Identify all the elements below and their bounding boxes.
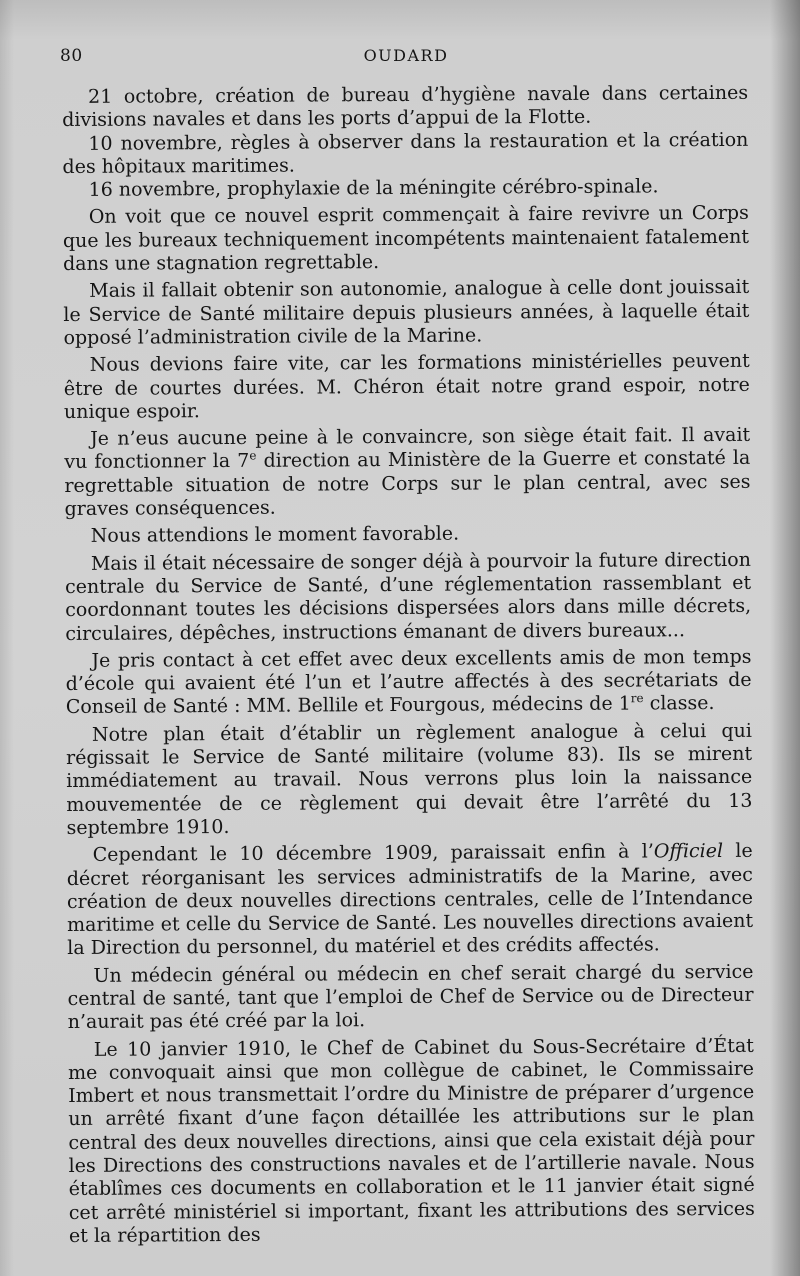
ordinal-superscript: re bbox=[630, 691, 644, 706]
paragraph-7-text-end: direction au Ministère de la Guerre et constaté la regrettable situation de notre Corps sur le plan central, avec ses graves conséquences. bbox=[64, 447, 751, 521]
paragraph-12-text: Cependant le 10 décembre 1909, paraissait enfin à l’ bbox=[92, 840, 654, 867]
running-head bbox=[60, 46, 752, 70]
paragraph-5: Mais il fallait obtenir son autonomie, analogue à celle dont jouissait le Service de Santé militaire depuis plusieurs années, à laquelle était opposé l’administration civile de la Marine. bbox=[63, 276, 750, 349]
paragraph-10 bbox=[65, 646, 751, 720]
page-number: 80 bbox=[60, 46, 83, 66]
ordinal-superscript: e bbox=[249, 448, 257, 463]
paragraph-7 bbox=[64, 424, 751, 521]
paragraph-9: Mais il était nécessaire de songer déjà à pourvoir la future direction centrale du Service de Santé, d’une réglementation rassemblant et coordonnant toutes les décisions dispersées alors dans mille décrets, circulaires, dépêches, instructions émanant de divers bureaux... bbox=[64, 548, 752, 645]
body-text bbox=[62, 82, 755, 1248]
paragraph-7-text: Je n’eus aucune peine à le convaincre, son siège était fait. Il avait vu fonctionner la 7 bbox=[64, 423, 751, 474]
paragraph-13: Un médecin général ou médecin en chef serait chargé du service central de santé, tant que l’emploi de Chef de Service ou de Directeur n’aurait pas été créé par la loi. bbox=[67, 960, 754, 1034]
journal-title-officiel: Officiel bbox=[653, 840, 724, 863]
paragraph-3: 16 novembre, prophylaxie de la méningite cérébro-spinale. bbox=[88, 175, 659, 202]
paragraph-11: Notre plan était d’établir un règlement analogue à celui qui régissait le Service de Santé militaire (volume 83). Ils se mirent immédiatement au travail. Nous verrons plus loin la naissance mouvementée de ce règlement qui devait être l’arrêté du 13 septembre 1910. bbox=[66, 719, 753, 839]
paragraph-10-text-end: classe. bbox=[643, 692, 715, 715]
paragraph-2: 10 novembre, règles à observer dans la restauration et la création des hôpitaux maritimes. bbox=[62, 128, 749, 178]
paragraph-12 bbox=[67, 840, 754, 961]
paragraph-10-text: Je pris contact à cet effet avec deux excellents amis de mon temps d’école qui avaient été l’un et l’autre affectés à des secrétariats de Conseil de Santé : MM. Bellile et Fourgous, médecins de 1 bbox=[65, 645, 752, 719]
paragraph-4: On voit que ce nouvel esprit commençait à faire revivre un Corps que les bureaux techniquement incompétents maintenaient fatalement dans une stagnation regrettable. bbox=[62, 202, 749, 276]
paragraph-6: Nous devions faire vite, car les formations ministérielles peuvent être de courtes durées. M. Chéron était notre grand espoir, notre unique espoir. bbox=[63, 350, 750, 423]
paragraph-12-text-end: le décret réorganisant les services administratifs de la Marine, avec création de deux nouvelles directions centrales, celle de l’Intendance maritime et celle du Service de Santé. Les nouvelles directions avaient la Direction du personnel, du matériel et des crédits affectés. bbox=[66, 839, 754, 960]
paragraph-8: Nous attendions le moment favorable. bbox=[90, 522, 460, 548]
running-title: OUDARD bbox=[363, 46, 449, 65]
paragraph-14: Le 10 janvier 1910, le Chef de Cabinet du Sous-Secrétaire d’État me convoquait ainsi que mon collègue de cabinet, le Commissaire Imbert et nous transmettait l’ordre du Ministre de préparer d’urgence un arrêté fixant d’une façon détaillée les attributions sur le plan central des deux nouvelles directions, ainsi que cela existait déjà pour les Directions des constructions navales et de l’artillerie navale. Nous établîmes ces documents en collaboration et le 11 janvier était signé cet arrêté ministériel si important, fixant les attributions des services et la répartition des bbox=[67, 1034, 755, 1247]
paragraph-1: 21 octobre, création de bureau d’hygiène navale dans certaines divisions navales et dans les ports d’appui de la Flotte. bbox=[62, 81, 749, 132]
